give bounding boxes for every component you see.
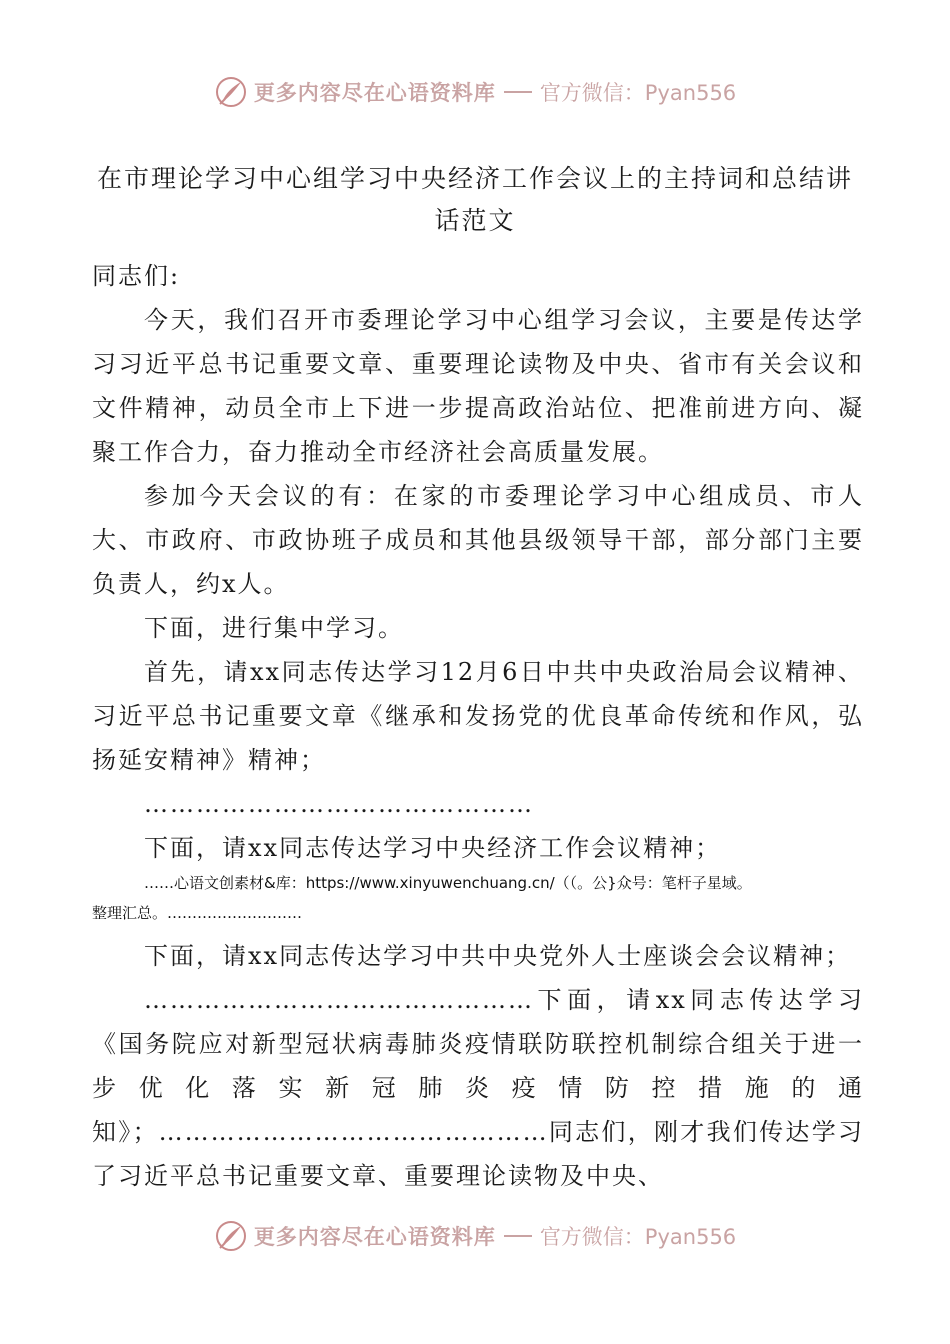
banner-brand-text: 更多内容尽在心语资料库 (253, 1225, 496, 1249)
document-title: 在市理论学习中心组学习中央经济工作会议上的主持词和总结讲话范文 (96, 164, 853, 235)
document-body (92, 254, 864, 870)
source-note (92, 868, 872, 928)
banner-wechat-text: 官方微信：Pyan556 (539, 81, 737, 105)
source-note-line: ……心语文创素材&库：https://www.xinyuwenchuang.cn/（（。公}众号：笔杆子星域。 (144, 874, 752, 892)
paragraph: 参加今天会议的有：在家的市委理论学习中心组成员、市人大、市政府、市政协班子成员和其他县级领导干部，部分部门主要负责人，约x人。 (92, 482, 864, 598)
document-body-continued (92, 934, 864, 1198)
banner-wechat-text: 官方微信：Pyan556 (539, 1225, 737, 1249)
paragraph: 下面，进行集中学习。 (144, 614, 404, 642)
salutation: 同志们: (92, 262, 181, 290)
paragraph: 下面，请xx同志传达学习中央经济工作会议精神； (144, 834, 722, 862)
paragraph: 今天，我们召开市委理论学习中心组学习会议，主要是传达学习习近平总书记重要文章、重要理论读物及中央、省市有关会议和文件精神，动员全市上下进一步提高政治站位、把准前进方向、凝聚工作合力，奋力推动全市经济社会高质量发展。 (92, 306, 864, 466)
paragraph: 下面，请xx同志传达学习中共中央党外人士座谈会会议精神； (144, 942, 852, 970)
quill-pen-logo-icon (214, 75, 248, 109)
paragraph: 首先，请xx同志传达学习12月6日中共中央政治局会议精神、习近平总书记重要文章《继承和发扬党的优良革命传统和作风，弘扬延安精神》精神； (92, 658, 864, 774)
footer-banner (0, 1216, 950, 1256)
banner-brand-text: 更多内容尽在心语资料库 (253, 81, 496, 105)
banner-separator (504, 1235, 532, 1237)
ellipsis-line: ……………………………………… (144, 790, 534, 818)
quill-pen-logo-icon (214, 1219, 248, 1253)
header-banner (0, 72, 950, 112)
source-note-line: 整理汇总。……………………… (92, 904, 303, 922)
banner-separator (504, 91, 532, 93)
paragraph: ………………………………………下面，请xx同志传达学习《国务院应对新型冠状病毒肺炎疫情联防联控机制综合组关于进一步优化落实新冠肺炎疫情防控措施的通知》；………………………………………同志们，刚才我们传达学习了习近平总书记重要文章、重要理论读物及中央、 (92, 986, 864, 1190)
